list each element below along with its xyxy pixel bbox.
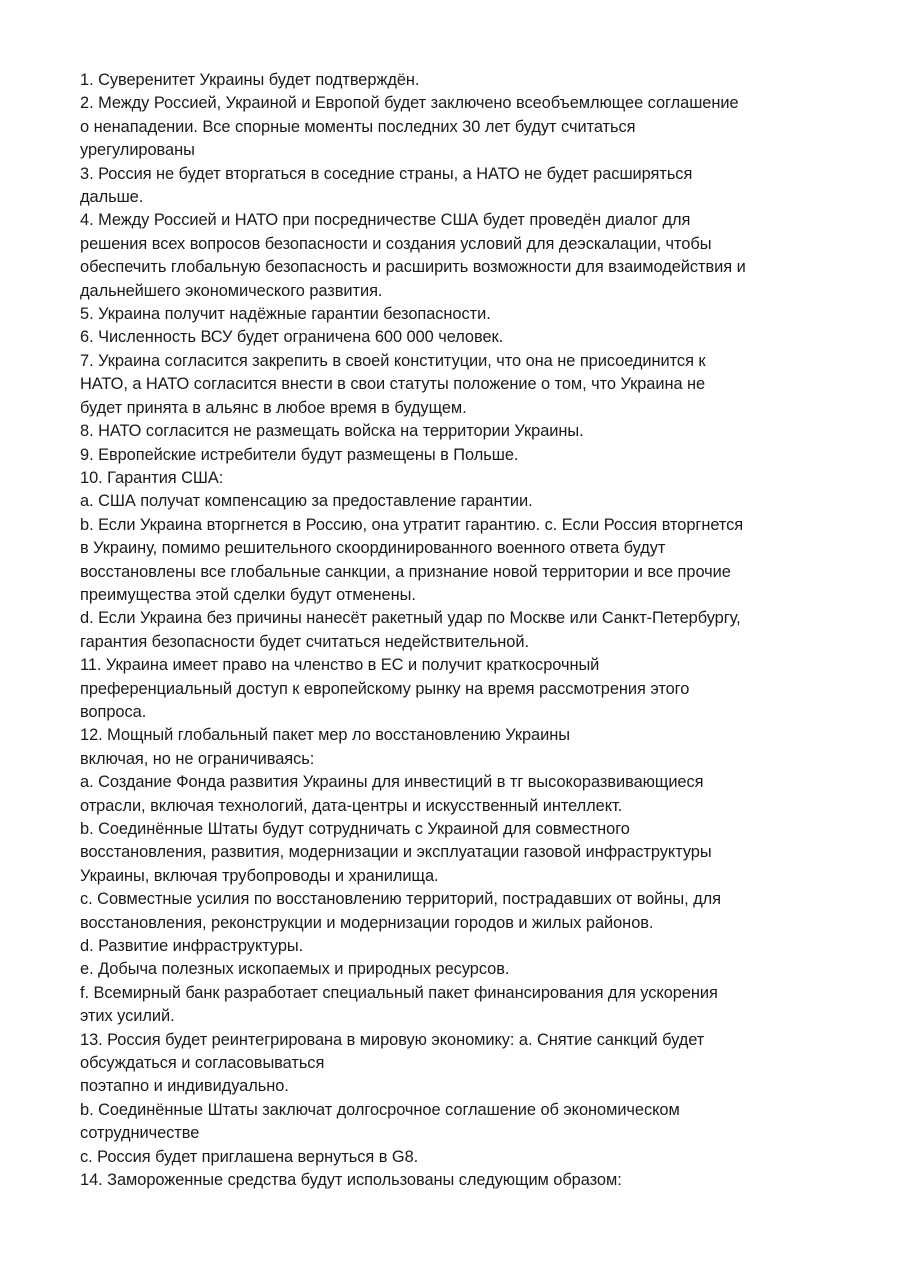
document-line: вопроса.: [80, 702, 147, 721]
document-line: d. Развитие инфраструктуры.: [80, 937, 304, 956]
document-line: a. Создание Фонда развития Украины для инвестиций в тг высокоразвивающиеся: [80, 773, 704, 792]
document-line: f. Всемирный банк разработает специальный пакет финансирования для ускорения: [80, 983, 718, 1002]
document-line: c. Совместные усилия по восстановлению территорий, пострадавших от войны, для: [80, 890, 721, 909]
document-line: 10. Гарантия США:: [80, 468, 224, 487]
document-line: восстановления, развития, модернизации и эксплуатации газовой инфраструктуры: [80, 843, 712, 862]
document-line: НАТО, а НАТО согласится внести в свои статуты положение о том, что Украина не: [80, 375, 706, 394]
document-line: гарантия безопасности будет считаться недействительной.: [80, 632, 529, 651]
document-line: восстановлены все глобальные санкции, а признание новой территории и все прочие: [80, 562, 731, 581]
document-line: 4. Между Россией и НАТО при посредничестве США будет проведён диалог для: [80, 211, 691, 230]
document-line: обсуждаться и согласовываться: [80, 1054, 325, 1073]
document-line: в Украину, помимо решительного скоординированного военного ответа будут: [80, 539, 666, 558]
document-line: восстановления, реконструкции и модернизации городов и жилых районов.: [80, 913, 654, 932]
document-line: 14. Замороженные средства будут использованы следующим образом:: [80, 1171, 622, 1190]
document-line: дальнейшего экономического развития.: [80, 281, 383, 300]
document-line: a. США получат компенсацию за предоставление гарантии.: [80, 492, 533, 511]
document-line: 7. Украина согласится закрепить в своей конституции, что она не присоединится к: [80, 351, 706, 370]
document-line: включая, но не ограничиваясь:: [80, 749, 315, 768]
document-line: 13. Россия будет реинтегрирована в мировую экономику: a. Снятие санкций будет: [80, 1030, 705, 1049]
document-line: b. Соединённые Штаты будут сотрудничать с Украиной для совместного: [80, 820, 630, 838]
document-line: 12. Мощный глобальный пакет мер ло восстановлению Украины: [80, 726, 570, 745]
document-line: 5. Украина получит надёжные гарантии безопасности.: [80, 305, 491, 324]
document-line: 9. Европейские истребители будут размещены в Польше.: [80, 445, 519, 464]
document-line: о ненападении. Все спорные моменты последних 30 лет будут считаться: [80, 117, 636, 136]
document-page: [80, 69, 840, 1193]
document-line: Украины, включая трубопроводы и хранилища.: [80, 866, 439, 885]
document-line: b. Если Украина вторгнется в Россию, она утратит гарантию. c. Если Россия вторгнется: [80, 515, 744, 534]
document-line: дальше.: [80, 188, 144, 207]
document-line: решения всех вопросов безопасности и создания условий для деэскалации, чтобы: [80, 234, 712, 253]
document-line: поэтапно и индивидуально.: [80, 1077, 289, 1096]
document-line: сотрудничестве: [80, 1124, 200, 1143]
document-line: 6. Численность ВСУ будет ограничена 600 000 человек.: [80, 328, 504, 347]
document-line: 11. Украина имеет право на членство в ЕС и получит краткосрочный: [80, 656, 600, 675]
document-line: 3. Россия не будет вторгаться в соседние страны, а НАТО не будет расширяться: [80, 164, 693, 183]
document-line: обеспечить глобальную безопасность и расширить возможности для взаимодействия и: [80, 258, 746, 277]
document-line: d. Если Украина без причины нанесёт ракетный удар по Москве или Санкт-Петербургу,: [80, 609, 741, 628]
document-line: c. Россия будет приглашена вернуться в G8.: [80, 1147, 419, 1166]
document-line: e. Добыча полезных ископаемых и природных ресурсов.: [80, 960, 510, 979]
document-line: этих усилий.: [80, 1007, 175, 1026]
document-line: отрасли, включая технологий, дата-центры и искусственный интеллект.: [80, 796, 623, 815]
document-line: преференциальный доступ к европейскому рынку на время рассмотрения этого: [80, 679, 690, 698]
document-line: 8. НАТО согласится не размещать войска на территории Украины.: [80, 422, 584, 441]
document-line: будет принята в альянс в любое время в будущем.: [80, 398, 467, 417]
document-line: b. Соединённые Штаты заключат долгосрочное соглашение об экономическом: [80, 1100, 680, 1119]
document-line: 2. Между Россией, Украиной и Европой будет заключено всеобъемлющее соглашение: [80, 94, 739, 113]
document-line: преимущества этой сделки будут отменены.: [80, 585, 416, 604]
document-line: 1. Суверенитет Украины будет подтверждён.: [80, 71, 420, 89]
document-line: урегулированы: [80, 141, 195, 160]
